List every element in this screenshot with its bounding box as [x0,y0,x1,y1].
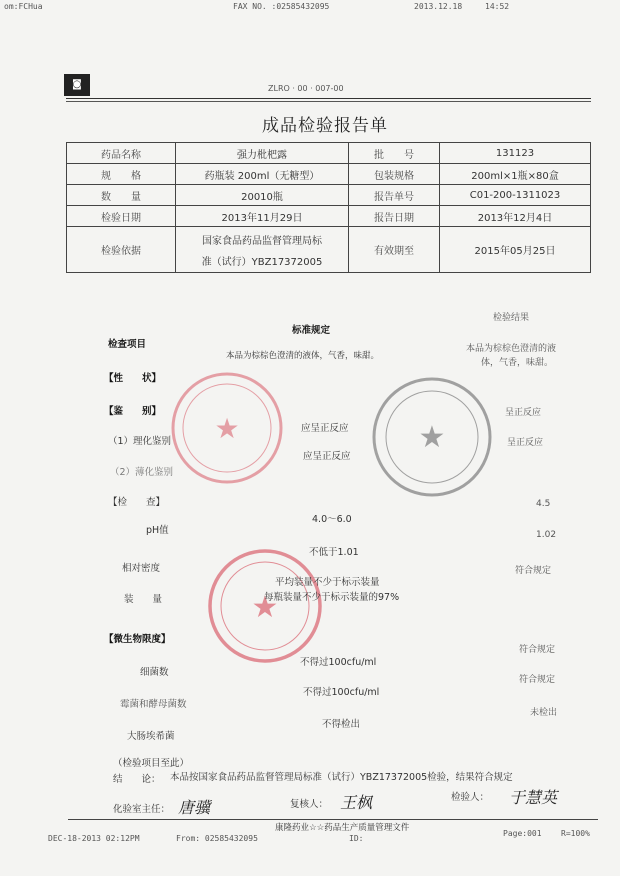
ph-standard: 4.0～6.0 [312,514,352,525]
basis-line-1: 国家食品药品监督管理局标 [202,235,322,247]
jb2-result: 呈正反应 [507,438,544,448]
mold-standard: 不得过100cfu/ml [303,687,380,698]
batch-label: 批 号 [349,143,440,164]
director-label: 化验室主任： [113,804,171,815]
ph-result: 4.5 [536,499,551,509]
check-date-label: 检验日期 [67,206,176,227]
volume-label: 装 量 [124,594,163,605]
jb1-result: 呈正反应 [505,408,542,418]
conclusion-label: 结 论： [113,774,161,785]
ph-label: pH值 [146,525,169,536]
batch-value: 131123 [440,143,591,164]
svg-text:★: ★ [214,412,240,445]
doc-code: ZLRO · 00 · 007-00 [268,84,344,93]
bacteria-standard: 不得过100cfu/ml [300,657,377,668]
bacteria-result: 符合规定 [519,645,556,655]
basis-label: 检验依据 [67,227,176,273]
footer-rule [68,819,598,820]
fax-time: 14:52 [485,2,510,11]
bacteria-label: 细菌数 [140,667,169,678]
xingzhuang-result-2: 体，气香，味甜。 [481,358,554,368]
svg-text:★: ★ [418,420,446,455]
density-standard: 不低于1.01 [309,547,359,558]
xingzhuang-standard: 本品为棕棕色澄清的液体，气香，味甜。 [226,351,380,361]
fax-footer-r: R=100% [561,829,590,838]
xingzhuang-result-1: 本品为棕棕色澄清的液 [466,344,557,354]
col-result-heading: 检验结果 [493,313,530,323]
red-stamp-upper [173,374,281,482]
page-title: 成品检验报告单 [262,116,388,136]
reviewer-label: 复核人： [290,799,329,810]
section-jiancha: 【检 查】 [108,497,166,508]
expiry-label: 有效期至 [349,227,440,273]
fax-footer-date: DEC-18-2013 02:12PM [48,834,140,843]
mold-result: 符合规定 [519,675,556,685]
report-date-value: 2013年12月4日 [440,206,591,227]
expiry-value: 2015年05月25日 [440,227,591,273]
ecoli-result: 未检出 [530,708,558,718]
section-xingzhuang: 【性 状】 [104,373,162,384]
ecoli-label: 大肠埃希菌 [127,731,175,742]
volume-result: 符合规定 [515,566,552,576]
jb2-label: （2）薄化鉴别 [110,467,174,478]
col-standard-heading: 标准规定 [292,325,331,336]
fax-number: FAX NO. :02585432095 [233,2,330,11]
check-date-value: 2013年11月29日 [176,206,349,227]
spec-label: 规 格 [67,164,176,185]
qty-value: 20010瓶 [176,185,349,206]
reviewer-signature: 王枫 [340,793,373,812]
report-date-label: 报告日期 [349,206,440,227]
drug-name-label: 药品名称 [67,143,176,164]
density-label: 相对密度 [122,563,161,574]
qty-label: 数 量 [67,185,176,206]
density-result: 1.02 [536,530,557,540]
mold-label: 霉菌和酵母菌数 [120,699,187,710]
pack-label: 包装规格 [349,164,440,185]
spec-value: 药瓶装 200ml（无糖型） [176,164,349,185]
drug-name-value: 强力枇杷露 [176,143,349,164]
ecoli-standard: 不得检出 [322,719,361,730]
svg-text:★: ★ [251,590,279,625]
inspector-label: 检验人： [451,792,490,803]
pack-value: 200ml×1瓶×80盒 [440,164,591,185]
report-no-label: 报告单号 [349,185,440,206]
conclusion-text: 本品按国家食品药品监督管理局标准（试行）YBZ17372005检验，结果符合规定 [170,772,513,783]
company-logo: ◙ [64,74,90,96]
fax-footer-page: Page:001 [503,829,542,838]
items-end-note: （检验项目至此） [113,758,190,769]
section-jianbie: 【鉴 别】 [104,406,162,417]
basis-line-2: 准（试行）YBZ17372005 [201,256,323,268]
red-stamp-lower [210,551,320,661]
gray-stamp-qa [374,379,490,495]
director-signature: 唐骥 [178,798,211,817]
inspector-signature: 于慧英 [509,788,558,807]
jb1-label: （1）理化鉴别 [108,436,172,447]
report-no-value: C01-200-1311023 [440,185,591,206]
section-micro: 【微生物限度】 [104,634,171,645]
fax-footer-from: From: 02585432095 [176,834,258,843]
jb2-standard: 应呈正反应 [303,451,351,462]
fax-footer-id: ID: [349,834,364,843]
fax-sender: om:FCHua [4,2,43,11]
col-item-heading: 检查项目 [108,339,147,350]
jb1-standard: 应呈正反应 [301,423,349,434]
fax-date: 2013.12.18 [414,2,463,11]
volume-standard-1: 平均装量不少于标示装量 [275,577,380,588]
footer-note: 康隆药业☆☆药品生产质量管理文件 [275,823,410,833]
volume-standard-2: 每瓶装量不少于标示装量的97% [264,592,400,603]
